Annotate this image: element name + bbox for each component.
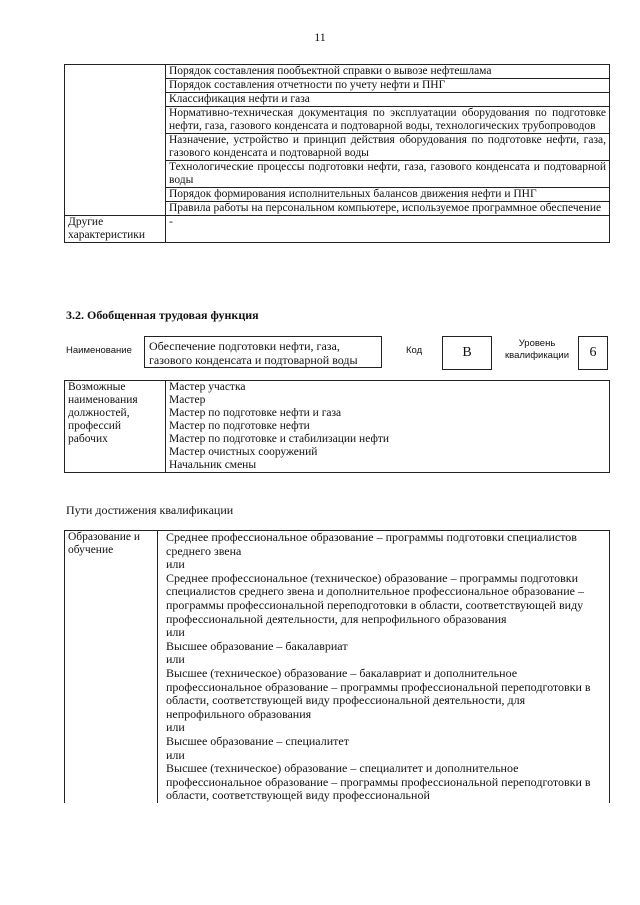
education-or: или <box>166 652 185 667</box>
education-item: Среднее профессиональное образование – программы подготовки специалистов среднего звена <box>166 530 577 558</box>
knowledge-item: Технологические процессы подготовки нефти, газа, газового конденсата и подтоварной воды <box>166 161 610 188</box>
generalized-function-header <box>66 334 612 374</box>
knowledge-item: Нормативно-техническая документация по эксплуатации оборудования по подготовке нефти, газа, газового конденсата и подтоварной воды, технологических трубопроводов <box>166 107 610 134</box>
other-characteristics-label: Другие характеристики <box>65 216 166 243</box>
education-or: или <box>166 625 185 640</box>
table-row <box>65 216 610 243</box>
knowledge-item: Порядок составления отчетности по учету нефти и ПНГ <box>166 79 610 93</box>
qualification-paths-title: Пути достижения квалификации <box>66 503 234 517</box>
education-table <box>64 530 610 803</box>
position-item: Мастер по подготовке нефти и газа <box>169 407 342 419</box>
table-row <box>65 381 610 473</box>
knowledge-item: Правила работы на персональном компьютере, используемое программное обеспечение <box>166 202 610 216</box>
education-or: или <box>166 747 185 762</box>
education-or: или <box>166 720 185 735</box>
position-item: Мастер по подготовке нефти <box>169 420 310 432</box>
table-row <box>65 65 610 79</box>
section-title: 3.2. Обобщенная трудовая функция <box>66 308 259 322</box>
knowledge-item: Порядок составления пообъектной справки о вывозе нефтешлама <box>166 65 610 79</box>
position-item: Мастер участка <box>169 381 246 393</box>
position-item: Мастер очистных сооружений <box>169 446 318 458</box>
code-label: Код <box>406 345 423 356</box>
name-label: Наименование <box>66 345 132 356</box>
knowledge-table <box>64 64 610 243</box>
knowledge-item: Классификация нефти и газа <box>166 93 610 107</box>
education-or: или <box>166 557 185 572</box>
education-item: Высшее образование – бакалавриат <box>166 638 348 653</box>
qualification-level-label: Уровень квалификации <box>504 338 570 361</box>
qualification-level-box: 6 <box>578 336 608 370</box>
education-list <box>158 531 610 803</box>
education-label: Образование и обучение <box>65 531 158 803</box>
education-item: Высшее образование – специалитет <box>166 733 349 748</box>
positions-list <box>166 381 610 473</box>
position-item: Мастер <box>169 394 206 406</box>
knowledge-item: Назначение, устройство и принцип действия оборудования по подготовке нефти, газа, газового конденсата и подтоварной воды <box>166 134 610 161</box>
function-name-box: Обеспечение подготовки нефти, газа, газового конденсата и подтоварной воды <box>144 336 382 368</box>
position-item: Мастер по подготовке и стабилизации нефти <box>169 433 390 445</box>
education-item: Среднее профессиональное (техническое) образование – программы подготовки специалистов среднего звена и дополнительное профессиональное образование – программы профессиональной переподготовки в области, соответствующей виду профессиональной деятельности, для непрофильного образования <box>166 570 584 626</box>
position-item: Начальник смены <box>169 459 257 471</box>
education-item: Высшее (техническое) образование – бакалавриат и дополнительное профессиональное образование – программы профессиональной переподготовки в области, соответствующей виду профессиональной деятельности, для непрофильного образования <box>166 665 591 721</box>
page-number: 11 <box>314 30 326 44</box>
code-box: B <box>442 336 492 370</box>
education-item: Высшее (техническое) образование – специалитет и дополнительное профессиональное образование – программы профессиональной переподготовки в области, соответствующей виду профессиональной <box>166 761 591 803</box>
other-characteristics-value: - <box>166 216 610 243</box>
positions-label: Возможные наименования должностей, профессий рабочих <box>65 381 166 473</box>
table-row <box>65 531 610 803</box>
knowledge-left-cell <box>65 65 166 216</box>
knowledge-item: Порядок формирования исполнительных балансов движения нефти и ПНГ <box>166 188 610 202</box>
positions-table <box>64 380 610 473</box>
